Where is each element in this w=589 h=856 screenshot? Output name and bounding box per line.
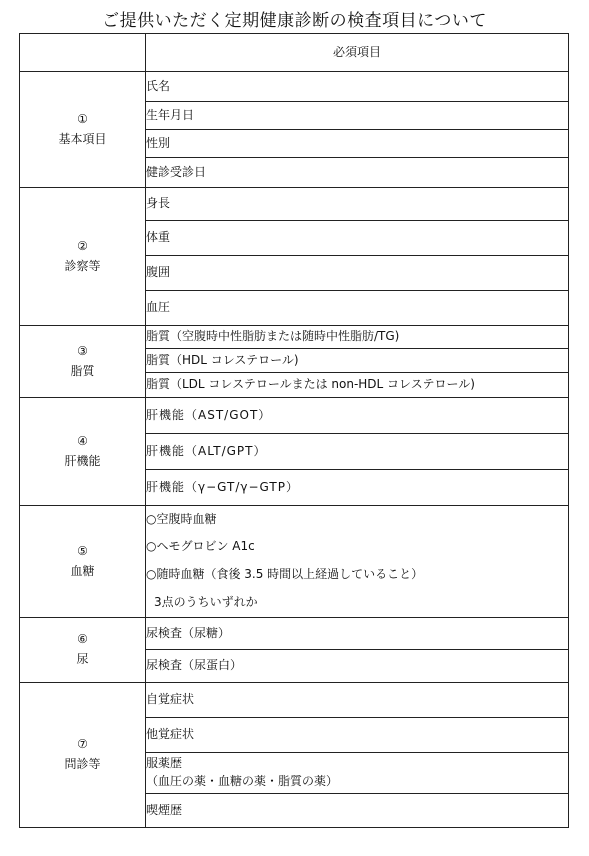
item-hba1c: ○ヘモグロビン A1c [146, 533, 569, 561]
category-interview [20, 683, 146, 828]
page-title: ご提供いただく定期健康診断の検査項目について [102, 11, 487, 31]
item-exam-date: 健診受診日 [146, 158, 569, 188]
category-glucose [20, 506, 146, 618]
item-tg: 脂質（空腹時中性脂肪または随時中性脂肪/TG) [146, 326, 569, 349]
item-urine-protein: 尿検査（尿蛋白） [146, 650, 569, 683]
category-name: 基本項目 [58, 131, 107, 146]
item-urine-sugar: 尿検査（尿糖） [146, 618, 569, 650]
item-random-glucose: ○随時血糖（食後 3.5 時間以上経過していること） [146, 561, 569, 589]
category-number: ③ [77, 343, 88, 358]
item-name: 氏名 [146, 72, 569, 102]
category-exam [20, 188, 146, 326]
item-ast: 肝機能（AST/GOT） [146, 398, 569, 434]
item-medication-history [146, 753, 569, 794]
category-number: ① [77, 111, 88, 126]
category-lipid [20, 326, 146, 398]
table-row [20, 618, 569, 650]
table-row [20, 398, 569, 434]
item-smoking-history: 喫煙歴 [146, 794, 569, 828]
table-row [20, 72, 569, 102]
category-liver [20, 398, 146, 506]
item-blood-pressure: 血圧 [146, 291, 569, 326]
category-name: 尿 [76, 652, 89, 666]
category-name: 診察等 [64, 258, 101, 273]
category-number: ⑤ [77, 543, 88, 558]
item-fasting-glucose: ○空腹時血糖 [146, 506, 569, 534]
category-basic [20, 72, 146, 188]
header-required-cell: 必須項目 [146, 34, 569, 72]
category-number: ④ [77, 433, 88, 448]
category-number: ⑦ [77, 737, 88, 752]
category-name: 肝機能 [64, 453, 101, 468]
item-waist: 腹囲 [146, 256, 569, 291]
medication-detail: （血圧の薬・血糖の薬・脂質の薬） [146, 774, 339, 788]
item-height: 身長 [146, 188, 569, 221]
category-name: 問診等 [64, 757, 101, 771]
item-hdl: 脂質（HDL コレステロール) [146, 349, 569, 373]
header-blank-cell [20, 34, 146, 72]
medication-label: 服薬歴 [146, 756, 183, 771]
item-sex: 性別 [146, 130, 569, 158]
category-number: ⑥ [77, 632, 88, 647]
item-weight: 体重 [146, 221, 569, 256]
category-number: ② [77, 238, 88, 253]
item-ldl: 脂質（LDL コレステロールまたは non-HDL コレステロール) [146, 373, 569, 398]
item-glucose-note: 3点のうちいずれか [146, 589, 569, 618]
item-alt: 肝機能（ALT/GPT） [146, 434, 569, 470]
item-birthdate: 生年月日 [146, 102, 569, 130]
category-name: 脂質 [70, 363, 95, 378]
checkup-items-table [19, 33, 569, 828]
table-row [20, 683, 569, 718]
category-name: 血糖 [70, 563, 95, 578]
table-row [20, 506, 569, 534]
table-header-row [20, 34, 569, 72]
table-row [20, 326, 569, 349]
table-row [20, 188, 569, 221]
item-objective-symptoms: 他覚症状 [146, 718, 569, 753]
category-urine [20, 618, 146, 683]
item-ggt: 肝機能（γ−GT/γ−GTP） [146, 470, 569, 506]
item-subjective-symptoms: 自覚症状 [146, 683, 569, 718]
